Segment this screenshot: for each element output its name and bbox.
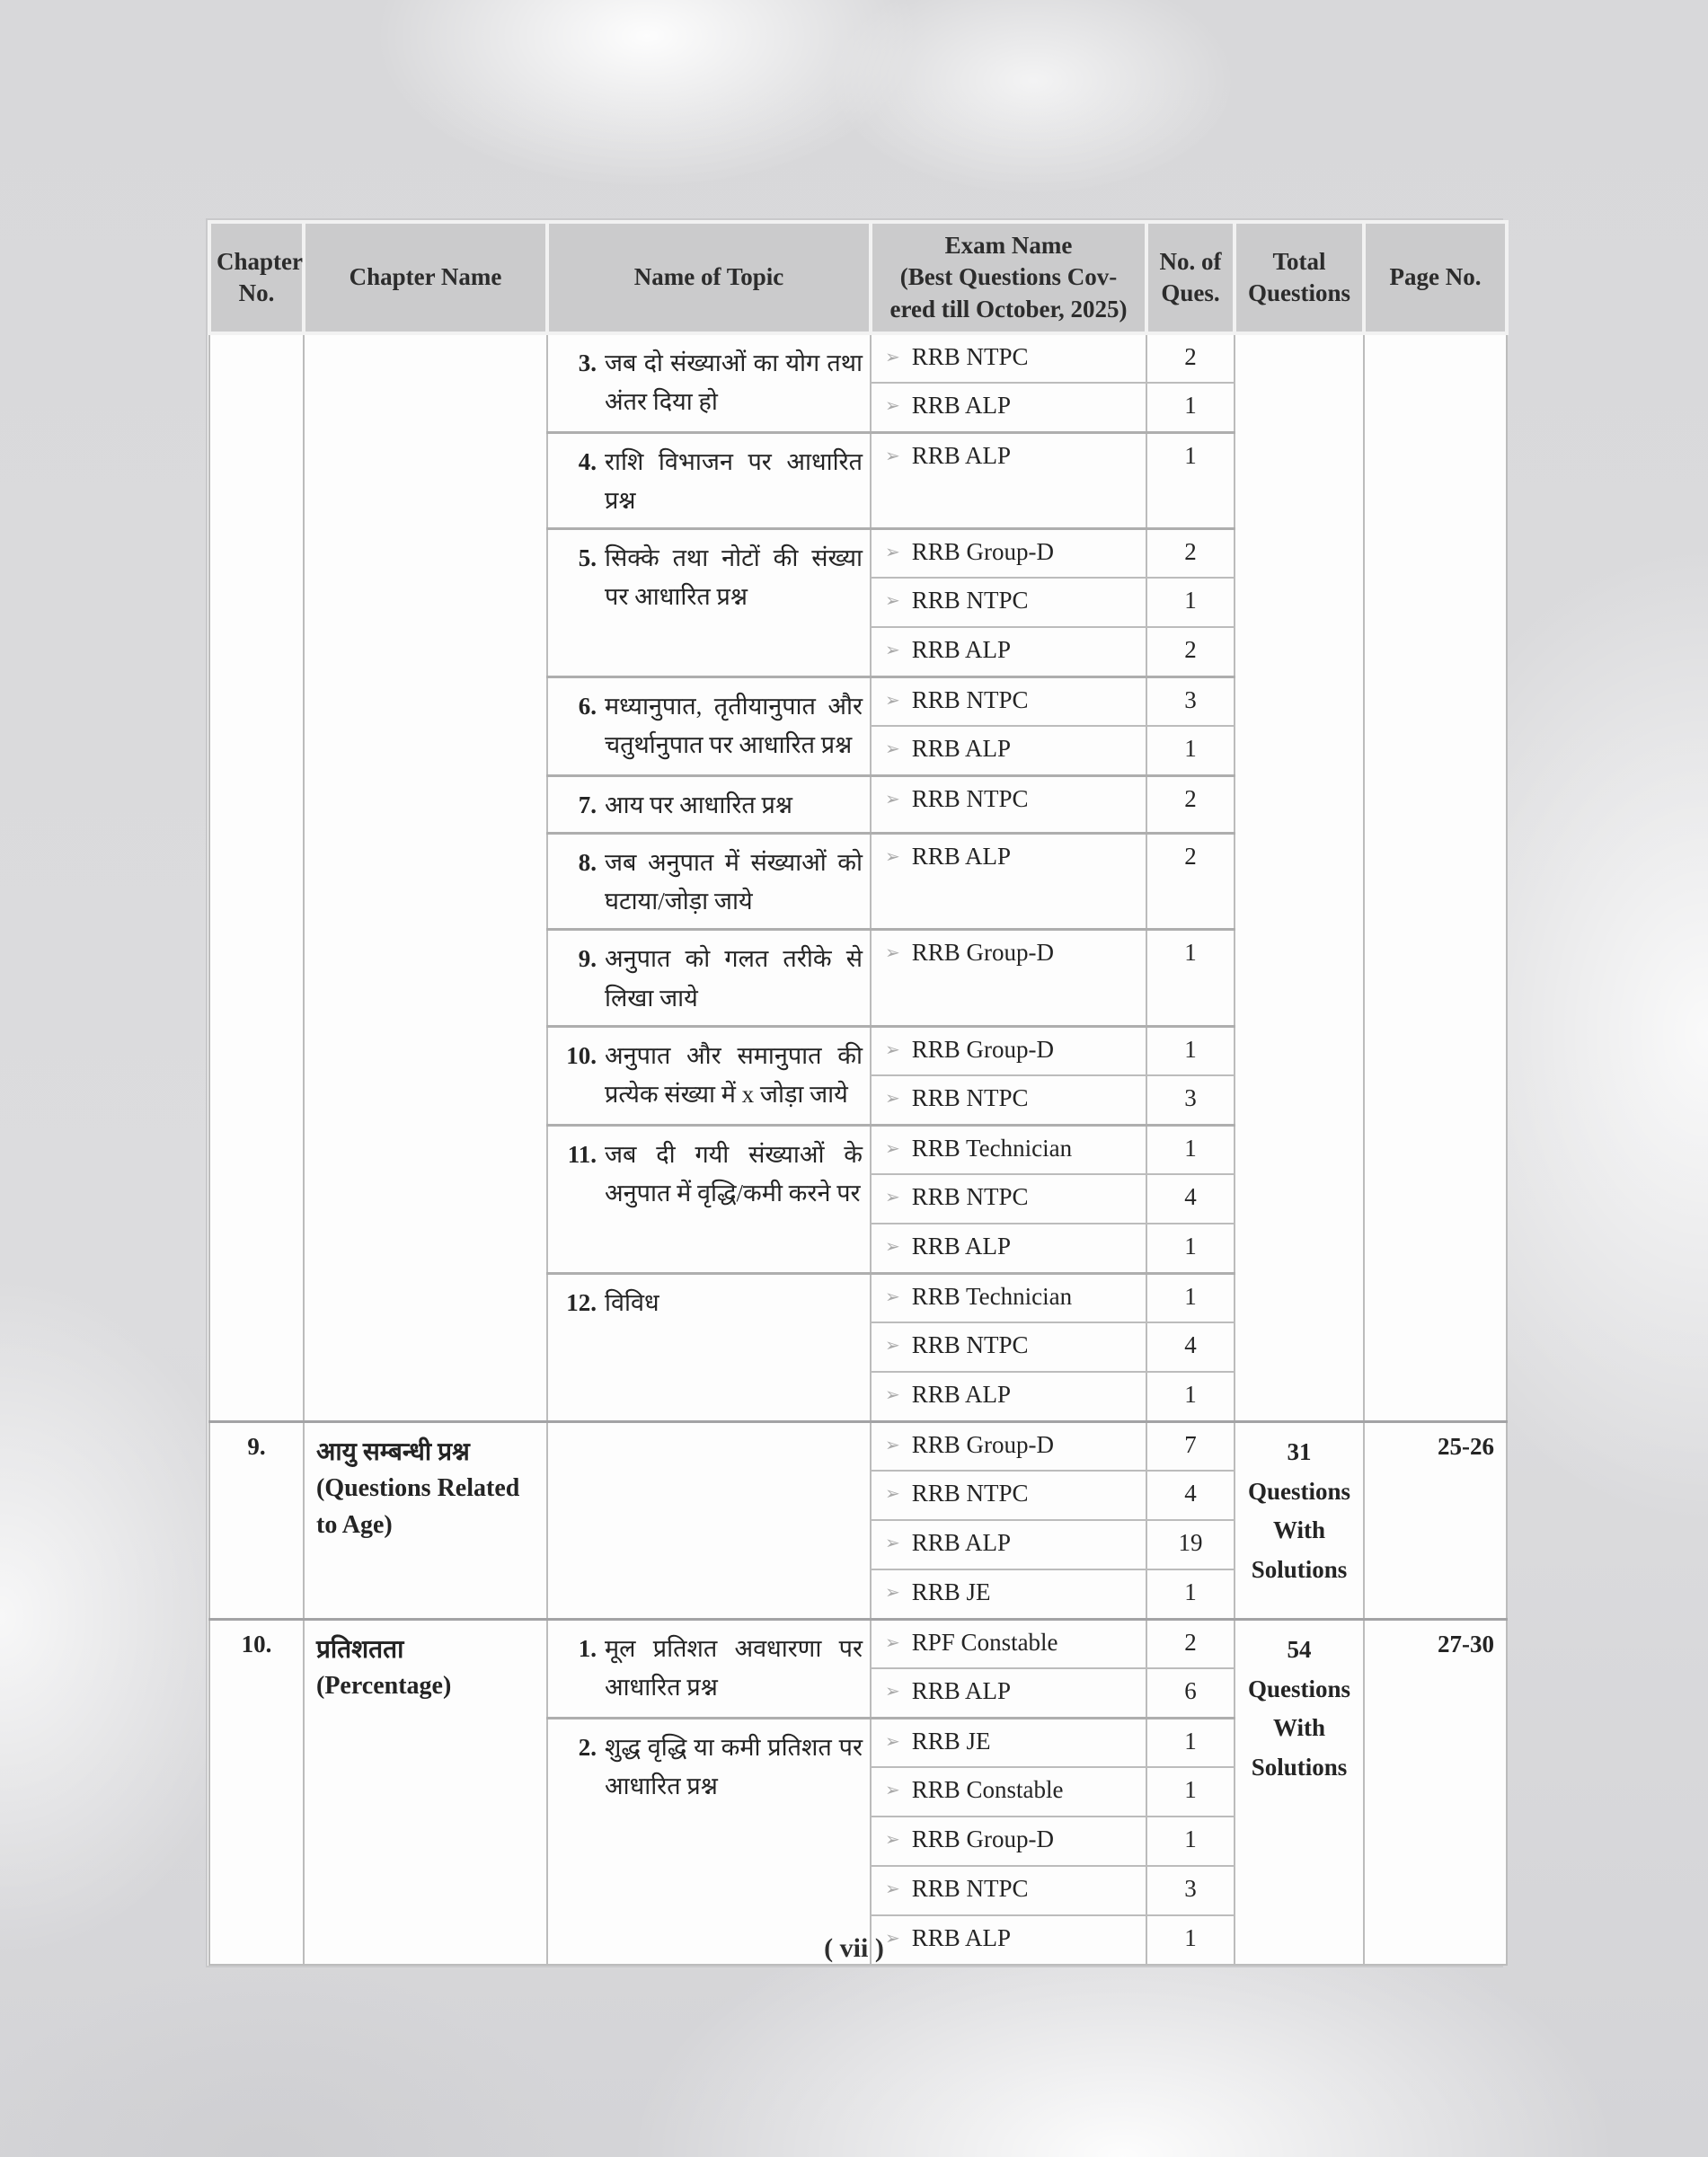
arrow-bullet-icon: ➢: [885, 1682, 900, 1702]
exam-name: RRB Technician: [911, 1282, 1073, 1310]
exam-name-cell: [871, 726, 1146, 775]
exam-name-cell: [871, 1372, 1146, 1421]
exam-name-cell: [871, 1075, 1146, 1125]
ques-count-cell: 1: [1146, 383, 1235, 432]
topic-cell: [547, 432, 871, 528]
exam-name-cell: [871, 1569, 1146, 1619]
topic-cell: [547, 1718, 871, 1965]
topic-cell: [547, 1026, 871, 1125]
header-exam-line: (Best Questions Cov-: [899, 263, 1118, 291]
header-page-no: Page No.: [1364, 222, 1507, 333]
exam-name: RRB ALP: [911, 735, 1012, 763]
exam-name: RRB ALP: [911, 392, 1012, 419]
exam-name: RRB NTPC: [911, 1183, 1029, 1211]
topic-text: सिक्के तथा नोटों की संख्या पर आधारित प्रश्न: [605, 544, 863, 611]
exam-name-cell: [871, 1668, 1146, 1718]
arrow-bullet-icon: ➢: [885, 1484, 900, 1505]
arrow-bullet-icon: ➢: [885, 1336, 900, 1357]
chapter-name-cell: [304, 1619, 547, 1965]
topic-cell: [547, 834, 871, 930]
ques-count-cell: 1: [1146, 1125, 1235, 1174]
ques-count-cell: 2: [1146, 834, 1235, 930]
header-total-questions: Total Questions: [1235, 222, 1364, 333]
ques-count-cell: 2: [1146, 333, 1235, 383]
total-label-line: Questions: [1247, 1477, 1351, 1505]
topic-text: मूल प्रतिशत अवधारणा पर आधारित प्रश्न: [605, 1634, 863, 1701]
exam-name: RRB NTPC: [911, 587, 1029, 614]
exam-name-cell: [871, 1174, 1146, 1224]
arrow-bullet-icon: ➢: [885, 1286, 900, 1307]
total-label-line: Solutions: [1251, 1556, 1348, 1584]
arrow-bullet-icon: ➢: [885, 1138, 900, 1159]
exam-name-cell: [871, 1866, 1146, 1915]
ques-count-cell: 1: [1146, 726, 1235, 775]
header-exam-line: Exam Name: [944, 232, 1073, 260]
topic-number: 7.: [578, 791, 597, 818]
exam-name-cell: [871, 1273, 1146, 1322]
total-count: 54: [1287, 1635, 1312, 1663]
exam-name-cell: [871, 1619, 1146, 1668]
arrow-bullet-icon: ➢: [885, 789, 900, 809]
arrow-bullet-icon: ➢: [885, 1781, 900, 1801]
chapter-name-cell: [304, 333, 547, 1421]
exam-row: [209, 333, 1507, 383]
topic-number: 2.: [578, 1733, 597, 1761]
topic-text: राशि विभाजन पर आधारित प्रश्न: [605, 447, 863, 514]
exam-name-cell: [871, 1322, 1146, 1372]
page-no-cell: 25-26: [1364, 1421, 1507, 1619]
header-exam-name: [871, 222, 1146, 333]
topic-number: 12.: [566, 1288, 597, 1316]
ques-count-cell: 7: [1146, 1421, 1235, 1471]
exam-name-cell: [871, 775, 1146, 833]
header-chapter-name: Chapter Name: [304, 222, 547, 333]
arrow-bullet-icon: ➢: [885, 690, 900, 711]
ques-count-cell: 3: [1146, 1075, 1235, 1125]
chapter-no-cell: 10.: [209, 1619, 304, 1965]
page-no-cell: [1364, 333, 1507, 1421]
arrow-bullet-icon: ➢: [885, 1188, 900, 1208]
exam-name-cell: [871, 1471, 1146, 1520]
exam-name-cell: [871, 930, 1146, 1026]
ques-count-cell: 1: [1146, 1817, 1235, 1866]
total-label-line: Questions: [1247, 1675, 1351, 1702]
ques-count-cell: 4: [1146, 1471, 1235, 1520]
topic-number: 4.: [578, 447, 597, 475]
header-exam-line: ered till October, 2025): [889, 295, 1128, 323]
ques-count-cell: 1: [1146, 578, 1235, 627]
exam-name-cell: [871, 383, 1146, 432]
topic-text: आय पर आधारित प्रश्न: [605, 791, 792, 818]
topic-number: 6.: [578, 692, 597, 720]
toc-table: [208, 220, 1509, 1966]
chapter-name-hindi: आयु सम्बन्धी प्रश्न: [316, 1437, 470, 1466]
page-no-cell: 27-30: [1364, 1619, 1507, 1965]
exam-name: RRB ALP: [911, 843, 1012, 871]
arrow-bullet-icon: ➢: [885, 542, 900, 562]
topic-cell: [547, 1273, 871, 1421]
total-label-line: With: [1272, 1714, 1326, 1742]
exam-name: RRB JE: [911, 1578, 991, 1606]
exam-name: RRB ALP: [911, 1677, 1012, 1705]
arrow-bullet-icon: ➢: [885, 348, 900, 367]
arrow-bullet-icon: ➢: [885, 1089, 900, 1109]
arrow-bullet-icon: ➢: [885, 1731, 900, 1752]
exam-name-cell: [871, 432, 1146, 528]
exam-name-cell: [871, 1026, 1146, 1075]
exam-name-cell: [871, 1125, 1146, 1174]
exam-name-cell: [871, 834, 1146, 930]
ques-count-cell: 2: [1146, 1619, 1235, 1668]
topic-cell: [547, 930, 871, 1026]
ques-count-cell: 1: [1146, 1569, 1235, 1619]
exam-name-cell: [871, 1767, 1146, 1817]
chapter-name-hindi: प्रतिशतता: [316, 1635, 404, 1664]
arrow-bullet-icon: ➢: [885, 739, 900, 760]
topic-cell: [547, 1619, 871, 1718]
exam-name-cell: [871, 1224, 1146, 1273]
topic-cell: [547, 528, 871, 676]
topic-text: जब दी गयी संख्याओं के अनुपात में वृद्धि/कमी करने पर: [605, 1140, 863, 1207]
exam-name: RRB Constable: [911, 1776, 1064, 1804]
topic-cell: [547, 775, 871, 833]
ques-count-cell: 1: [1146, 1372, 1235, 1421]
topic-number: 10.: [566, 1041, 597, 1069]
arrow-bullet-icon: ➢: [885, 943, 900, 964]
topic-cell: [547, 1421, 871, 1619]
total-label-line: Solutions: [1251, 1754, 1348, 1781]
topic-text: शुद्ध वृद्धि या कमी प्रतिशत पर आधारित प्रश्न: [605, 1733, 863, 1799]
topic-number: 11.: [567, 1140, 597, 1168]
ques-count-cell: 3: [1146, 676, 1235, 726]
exam-name: RRB ALP: [911, 441, 1012, 469]
ques-count-cell: 4: [1146, 1174, 1235, 1224]
header-topic: Name of Topic: [547, 222, 871, 333]
arrow-bullet-icon: ➢: [885, 847, 900, 868]
toc-table-container: [206, 218, 1503, 1967]
arrow-bullet-icon: ➢: [885, 1830, 900, 1851]
topic-text: अनुपात और समानुपात की प्रत्येक संख्या में x जोड़ा जाये: [605, 1041, 863, 1108]
exam-name: RPF Constable: [911, 1628, 1058, 1656]
arrow-bullet-icon: ➢: [885, 1632, 900, 1653]
arrow-bullet-icon: ➢: [885, 1534, 900, 1554]
topic-number: 9.: [578, 945, 597, 973]
arrow-bullet-icon: ➢: [885, 591, 900, 612]
ques-count-cell: 2: [1146, 528, 1235, 578]
arrow-bullet-icon: ➢: [885, 446, 900, 466]
exam-name: RRB Group-D: [911, 537, 1055, 565]
exam-row: [209, 1421, 1507, 1471]
ques-count-cell: 1: [1146, 1767, 1235, 1817]
exam-name: RRB Group-D: [911, 939, 1055, 967]
exam-name-cell: [871, 1520, 1146, 1569]
ques-count-cell: 2: [1146, 627, 1235, 676]
ques-count-cell: 2: [1146, 775, 1235, 833]
topic-text: अनुपात को गलत तरीके से लिखा जाये: [605, 945, 863, 1012]
exam-name: RRB NTPC: [911, 1875, 1029, 1903]
exam-name: RRB JE: [911, 1727, 991, 1755]
ques-count-cell: 1: [1146, 1915, 1235, 1965]
exam-name-cell: [871, 528, 1146, 578]
exam-name: RRB ALP: [911, 1381, 1012, 1409]
exam-name: RRB NTPC: [911, 784, 1029, 812]
arrow-bullet-icon: ➢: [885, 1879, 900, 1900]
topic-text: जब अनुपात में संख्याओं को घटाया/जोड़ा जाये: [605, 849, 863, 915]
ques-count-cell: 1: [1146, 930, 1235, 1026]
exam-name-cell: [871, 578, 1146, 627]
exam-name: RRB ALP: [911, 1233, 1012, 1260]
ques-count-cell: 3: [1146, 1866, 1235, 1915]
ques-count-cell: 19: [1146, 1520, 1235, 1569]
ques-count-cell: 6: [1146, 1668, 1235, 1718]
exam-name-cell: [871, 1718, 1146, 1767]
arrow-bullet-icon: ➢: [885, 641, 900, 661]
topic-cell: [547, 1125, 871, 1273]
header-chapter-no: Chapter No.: [209, 222, 304, 333]
exam-name: RRB ALP: [911, 636, 1012, 664]
total-questions-cell: [1235, 1421, 1364, 1619]
arrow-bullet-icon: ➢: [885, 1385, 900, 1406]
topic-cell: [547, 333, 871, 432]
topic-number: 3.: [578, 349, 597, 376]
total-questions-cell: [1235, 1619, 1364, 1965]
exam-name: RRB NTPC: [911, 1084, 1029, 1112]
topic-number: 1.: [578, 1634, 597, 1662]
arrow-bullet-icon: ➢: [885, 1435, 900, 1455]
exam-name-cell: [871, 1421, 1146, 1471]
page-number-footer: ( vii ): [824, 1933, 884, 1963]
topic-cell: [547, 676, 871, 775]
chapter-name-cell: [304, 1421, 547, 1619]
exam-name: RRB NTPC: [911, 1331, 1029, 1359]
total-count: 31: [1287, 1437, 1312, 1465]
total-questions-cell: [1235, 333, 1364, 1421]
total-label-line: With: [1272, 1516, 1326, 1544]
exam-name: RRB ALP: [911, 1529, 1012, 1557]
exam-name: RRB Group-D: [911, 1430, 1055, 1458]
ques-count-cell: 1: [1146, 1273, 1235, 1322]
exam-name-cell: [871, 676, 1146, 726]
topic-number: 5.: [578, 544, 597, 571]
exam-name: RRB NTPC: [911, 1480, 1029, 1507]
chapter-no-cell: [209, 333, 304, 1421]
arrow-bullet-icon: ➢: [885, 396, 900, 416]
exam-name: RRB NTPC: [911, 343, 1029, 370]
exam-name: RRB Group-D: [911, 1035, 1055, 1063]
topic-number: 8.: [578, 849, 597, 877]
topic-text: विविध: [605, 1288, 659, 1316]
exam-name-cell: [871, 333, 1146, 383]
arrow-bullet-icon: ➢: [885, 1237, 900, 1258]
arrow-bullet-icon: ➢: [885, 1039, 900, 1060]
ques-count-cell: 1: [1146, 432, 1235, 528]
exam-name: RRB ALP: [911, 1924, 1012, 1952]
exam-name: RRB Technician: [911, 1134, 1073, 1162]
ques-count-cell: 1: [1146, 1718, 1235, 1767]
chapter-name-english: (Percentage): [316, 1672, 452, 1701]
exam-name-cell: [871, 627, 1146, 676]
ques-count-cell: 4: [1146, 1322, 1235, 1372]
arrow-bullet-icon: ➢: [885, 1583, 900, 1604]
exam-name: RRB NTPC: [911, 685, 1029, 713]
topic-text: मध्यानुपात, तृतीयानुपात और चतुर्थानुपात पर आधारित प्रश्न: [605, 692, 863, 759]
chapter-name-english: (Questions Related to Age): [316, 1474, 520, 1539]
exam-name-cell: [871, 1817, 1146, 1866]
ques-count-cell: 1: [1146, 1224, 1235, 1273]
arrow-bullet-icon: ➢: [885, 1929, 900, 1949]
ques-count-cell: 1: [1146, 1026, 1235, 1075]
header-row: [209, 222, 1507, 333]
header-no-of-ques: No. of Ques.: [1146, 222, 1235, 333]
chapter-no-cell: 9.: [209, 1421, 304, 1619]
exam-row: [209, 1619, 1507, 1668]
exam-name: RRB Group-D: [911, 1825, 1055, 1853]
topic-text: जब दो संख्याओं का योग तथा अंतर दिया हो: [605, 349, 863, 416]
